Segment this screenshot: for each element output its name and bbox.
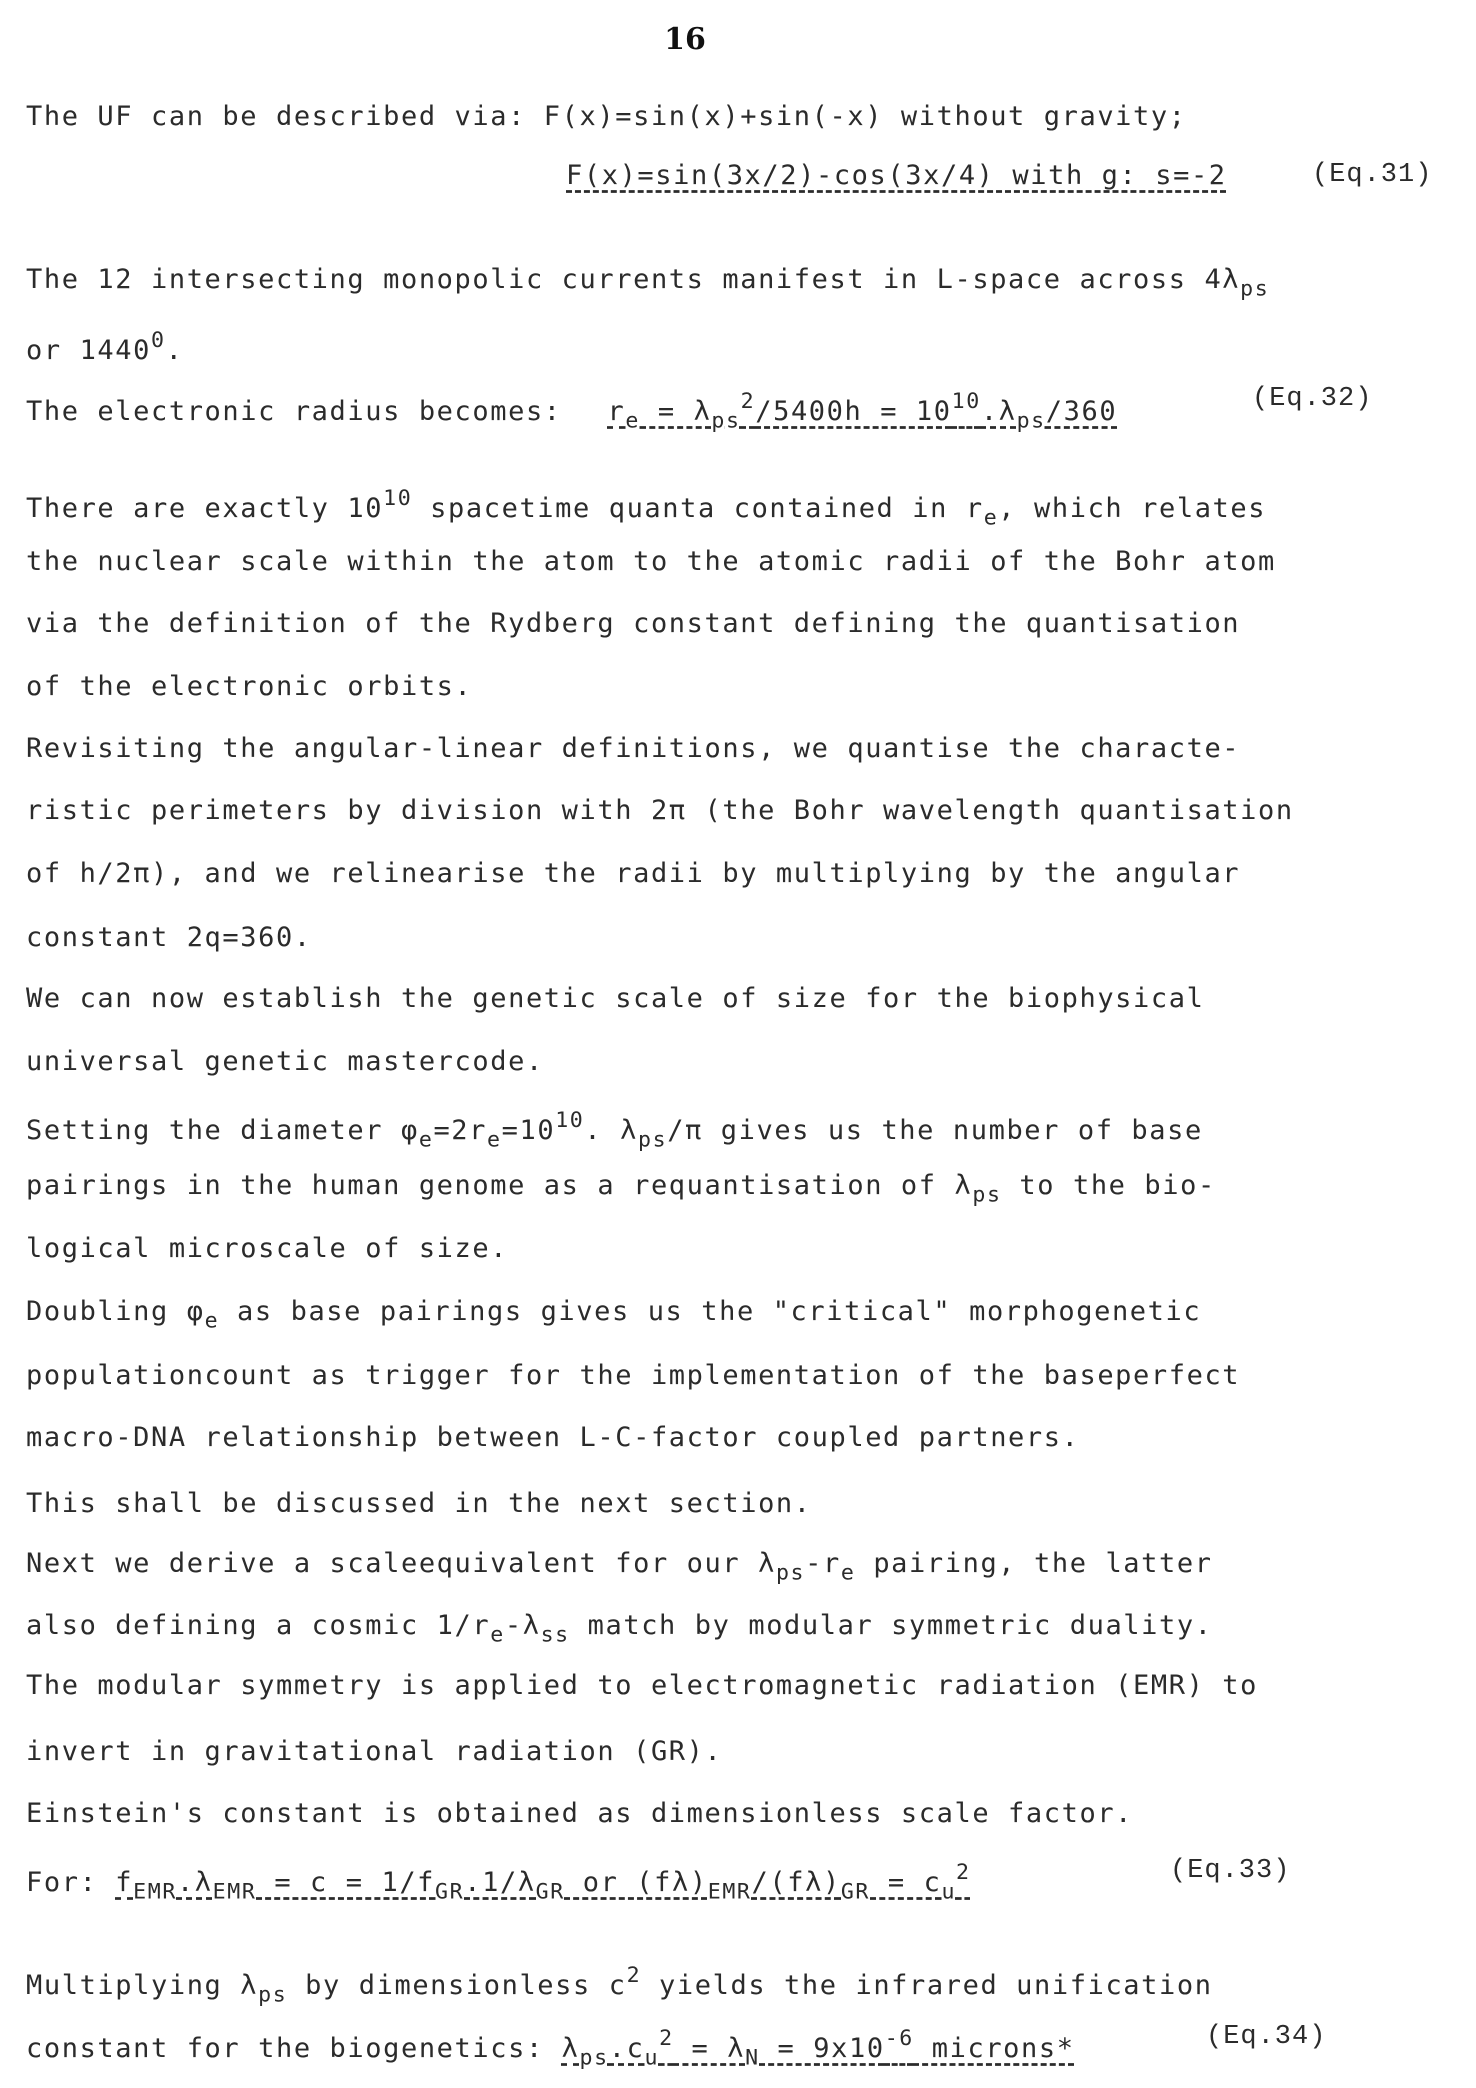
rydberg-text: via the definition of the Rydberg constant defining the quantisation <box>26 608 1241 639</box>
discussed-text: This shall be discussed in the next section. <box>26 1488 812 1519</box>
next-derive-line <box>26 1550 1213 1584</box>
relinearise-text: of h/2π), and we relinearise the radii by multiplying by the angular <box>26 858 1241 889</box>
degree-sup: 0 <box>151 328 166 353</box>
eq33-mid1: = c = 1/f <box>256 1866 436 1898</box>
eq32-sq: 2 <box>740 389 756 414</box>
eq32-exp: 10 <box>951 389 981 414</box>
eq33-sub1: EMR <box>133 1879 177 1905</box>
eq33-mid3: /(fλ) <box>751 1866 841 1898</box>
multiplying-mid: by dimensionless c <box>287 1969 627 2001</box>
cosmic-mid: -λ <box>504 1610 541 1641</box>
eq33-sup: 2 <box>956 1860 971 1885</box>
eq33-sub3: GR <box>435 1879 465 1905</box>
quanta-line <box>26 488 1266 529</box>
macro-dna-text: macro-DNA relationship between L-C-factor coupled partners. <box>26 1422 1080 1453</box>
eq32-dot: .λ <box>980 395 1017 427</box>
doubling-lead: Doubling φ <box>26 1296 205 1327</box>
pairings-end: to the bio- <box>1001 1170 1216 1201</box>
macro-dna-line <box>26 1424 1079 1451</box>
bio-unit: microns* <box>913 2032 1075 2064</box>
pairings-lead: pairings in the human genome as a requantisation of λ <box>26 1170 973 1201</box>
bio-mid: = λ <box>673 2032 746 2064</box>
eq31-formula: F(x)=sin(3x/2)-cos(3x/4) with g: s=-2 <box>566 160 1227 191</box>
eq33-formula <box>115 1860 971 1905</box>
bio-exp: -6 <box>884 2026 914 2051</box>
establish-line <box>26 985 1204 1012</box>
diameter-mid2: =10 <box>501 1114 556 1146</box>
monopolic-end: . <box>165 334 184 366</box>
revisit-text: Revisiting the angular-linear definitions, we quantise the characte- <box>26 733 1241 764</box>
eq33-sub5: EMR <box>707 1879 752 1905</box>
mastercode-line <box>26 1048 544 1075</box>
next-derive-end: pairing, the latter <box>855 1548 1213 1579</box>
diameter-line <box>26 1110 1203 1151</box>
eq32-formula <box>607 389 1118 434</box>
monopolic-text-1: The 12 intersecting monopolic currents manifest in L-space across 4λ <box>26 264 1241 295</box>
eq32-label: (Eq.32) <box>1252 384 1373 414</box>
eq33-dot2: .1/λ <box>464 1866 536 1898</box>
diameter-sub1: e <box>418 1127 434 1153</box>
orbits-line <box>26 673 472 700</box>
uf-intro-text: The UF can be described via: F(x)=sin(x)+sin(-x) without gravity; <box>26 101 1187 132</box>
monopolic-text-2: or 1440 <box>26 334 151 366</box>
mastercode-text: universal genetic mastercode. <box>26 1046 544 1077</box>
multiplying-lead: Multiplying λ <box>26 1969 259 2001</box>
bio-lambda: λ <box>561 2032 580 2064</box>
doubling-end: as base pairings gives us the "critical" morphogenetic <box>219 1296 1202 1327</box>
eq34-label: (Eq.34) <box>1206 2022 1327 2052</box>
discussed-line <box>26 1490 812 1517</box>
quanta-end: , which relates <box>998 492 1267 524</box>
eq33-sub7: u <box>941 1879 957 1905</box>
eq33-mid4: = c <box>870 1866 942 1898</box>
orbits-text: of the electronic orbits. <box>26 671 473 702</box>
perimeters-text: ristic perimeters by division with 2π (the Bohr wavelength quantisation <box>26 795 1294 826</box>
multiplying-line <box>26 1965 1213 2006</box>
diameter-mid3: . λ <box>584 1114 638 1146</box>
biogenetics-lead: constant for the biogenetics: <box>26 2032 562 2064</box>
doubling-sub: e <box>204 1308 220 1334</box>
eq31-label: (Eq.31) <box>1312 160 1433 190</box>
multiplying-sub: ps <box>258 1982 288 2008</box>
cosmic-sub2: ss <box>540 1622 570 1648</box>
cosmic-end: match by modular symmetric duality. <box>569 1610 1213 1641</box>
eq32-mid: /5400h = 10 <box>755 395 952 427</box>
nuclear-text: the nuclear scale within the atom to the atomic radii of the Bohr atom <box>26 546 1276 577</box>
multiplying-sup: 2 <box>626 1963 642 1988</box>
eq33-line <box>26 1862 971 1903</box>
doubling-line <box>26 1298 1201 1332</box>
eq33-sub6: GR <box>840 1879 871 1905</box>
pairings-sub: ps <box>972 1182 1002 1208</box>
radius-lead: The electronic radius becomes: <box>26 395 562 427</box>
perimeters-line <box>26 797 1294 824</box>
bio-sub3: N <box>745 2045 760 2071</box>
einstein-line <box>26 1800 1133 1827</box>
eq33-mid2: or (fλ) <box>564 1866 708 1898</box>
bio-end: = 9x10 <box>759 2032 885 2064</box>
eq33-label: (Eq.33) <box>1170 1856 1291 1886</box>
bio-sub1: ps <box>579 2045 609 2071</box>
next-derive-lead: Next we derive a scaleequivalent for our λ <box>26 1548 776 1579</box>
diameter-mid1: =2r <box>433 1114 488 1146</box>
eq33-sub2: EMR <box>212 1879 257 1905</box>
quanta-lead: There are exactly 10 <box>26 492 384 524</box>
biogenetics-line <box>26 2028 1075 2069</box>
eq32-r-sub: e <box>625 408 640 434</box>
relinearise-line <box>26 860 1240 887</box>
eq33-lead: For: <box>26 1866 116 1898</box>
eq33-sub4: GR <box>535 1879 565 1905</box>
eq32-end: /360 <box>1045 395 1118 427</box>
eq32-line <box>26 391 1117 432</box>
bio-sub2: u <box>644 2045 660 2071</box>
invert-line <box>26 1738 722 1765</box>
cosmic-lead: also defining a cosmic 1/r <box>26 1610 491 1641</box>
modular-line <box>26 1672 1258 1699</box>
monopolic-line-2 <box>26 330 183 364</box>
pairings-line <box>26 1172 1216 1206</box>
nuclear-line <box>26 548 1276 575</box>
cosmic-sub1: e <box>490 1622 505 1648</box>
next-derive-sub1: ps <box>775 1560 806 1586</box>
quanta-sup: 10 <box>383 486 413 511</box>
eq31-line <box>566 162 1227 189</box>
establish-text: We can now establish the genetic scale of size for the biophysical <box>26 983 1205 1014</box>
diameter-lead: Setting the diameter φ <box>26 1114 419 1146</box>
monopolic-sub: ps <box>1240 276 1270 302</box>
revisit-line <box>26 735 1240 762</box>
eq32-ps2: ps <box>1016 408 1046 434</box>
diameter-sub3: ps <box>637 1127 668 1153</box>
eq32-r: r <box>607 395 626 427</box>
monopolic-line-1 <box>26 266 1269 300</box>
diameter-sup: 10 <box>555 1108 585 1133</box>
eq33-f: f <box>115 1866 134 1898</box>
eq32-eq1: = λ <box>640 395 712 427</box>
quanta-mid: spacetime quanta contained in r <box>412 492 984 524</box>
population-text: populationcount as trigger for the implementation of the baseperfect <box>26 1360 1241 1391</box>
rydberg-line <box>26 610 1240 637</box>
modular-text: The modular symmetry is applied to electromagnetic radiation (EMR) to <box>26 1670 1259 1701</box>
next-derive-mid: -r <box>805 1548 841 1579</box>
eq32-ps1: ps <box>711 408 741 434</box>
uf-intro-line <box>26 103 1187 130</box>
bio-dot: .c <box>608 2032 645 2064</box>
angular-const-line <box>26 924 312 951</box>
bio-sup: 2 <box>659 2026 674 2051</box>
invert-text: invert in gravitational radiation (GR). <box>26 1736 723 1767</box>
diameter-end: /π gives us the number of base <box>667 1114 1203 1146</box>
page-number: 16 <box>664 22 706 57</box>
einstein-text: Einstein's constant is obtained as dimensionless scale factor. <box>26 1798 1134 1829</box>
angular-const-text: constant 2q=360. <box>26 922 312 953</box>
quanta-sub: e <box>983 505 999 531</box>
microscale-line <box>26 1235 508 1262</box>
microscale-text: logical microscale of size. <box>26 1233 509 1264</box>
eq34-formula <box>561 2026 1075 2071</box>
population-line <box>26 1362 1240 1389</box>
eq33-dot1: .λ <box>176 1866 213 1898</box>
diameter-sub2: e <box>487 1127 502 1153</box>
next-derive-sub2: e <box>840 1560 856 1586</box>
multiplying-end: yields the infrared unification <box>641 1969 1213 2001</box>
cosmic-line <box>26 1612 1213 1646</box>
